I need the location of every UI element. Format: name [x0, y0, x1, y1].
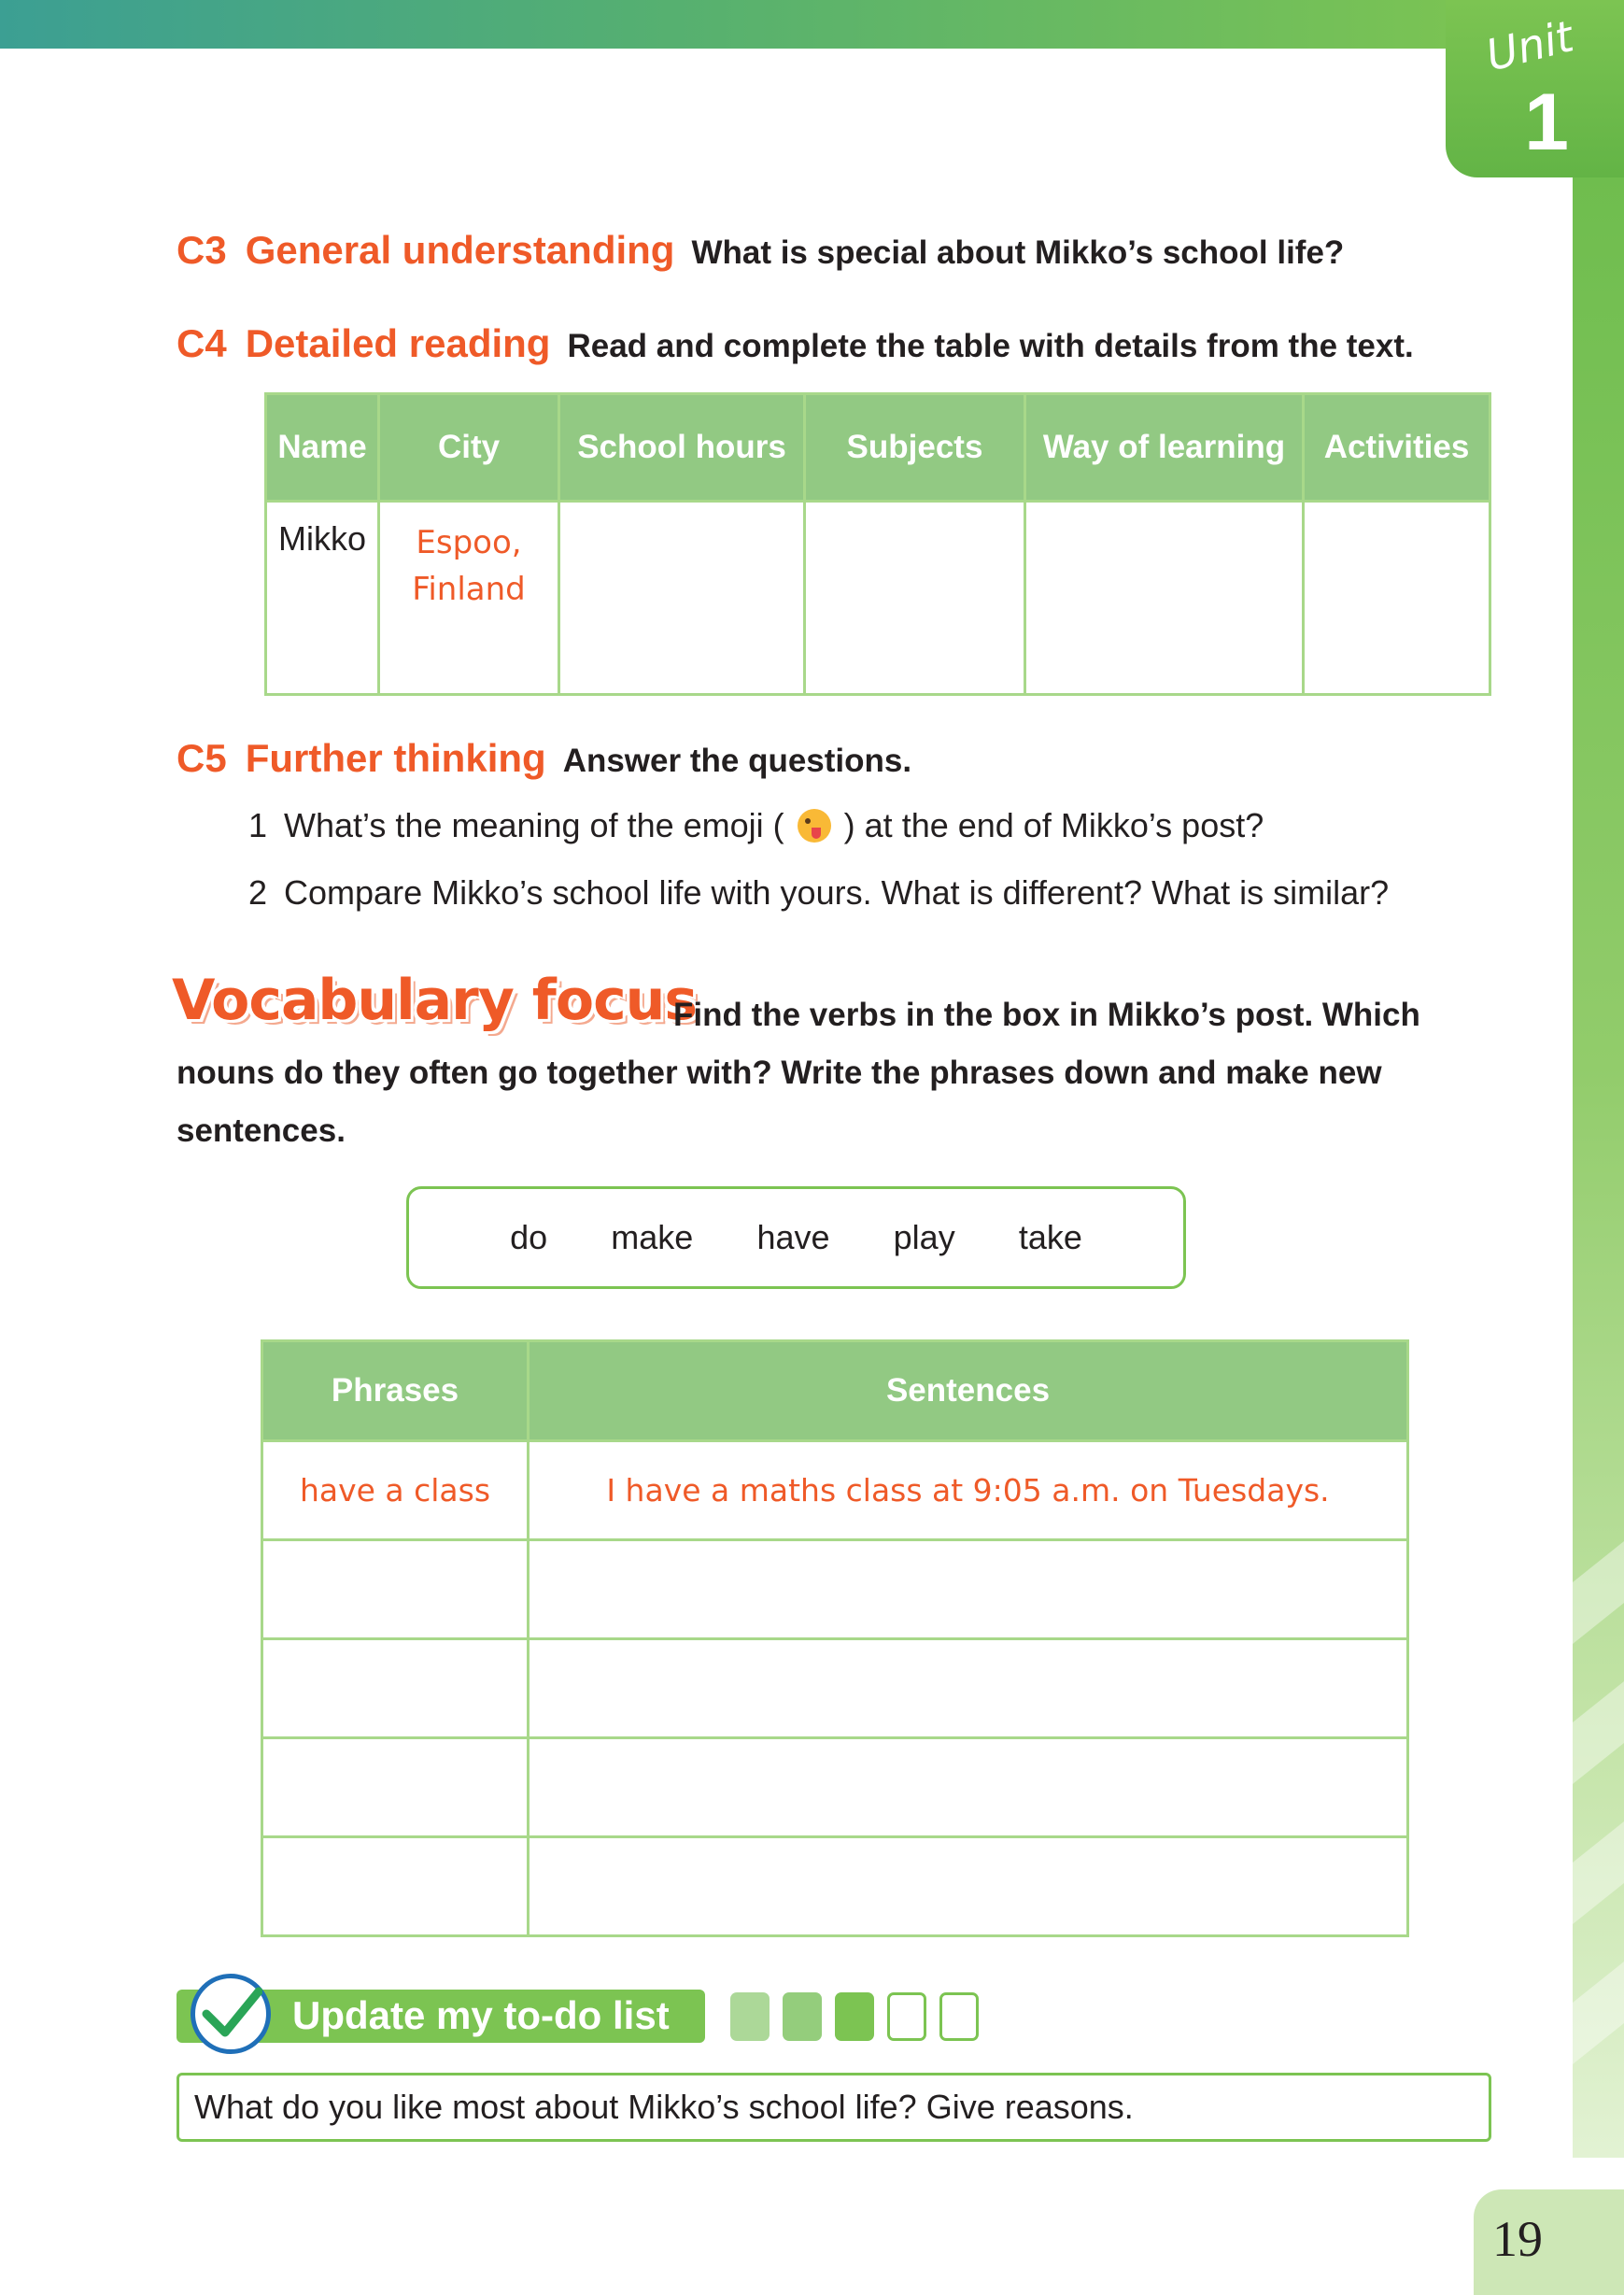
city-line1: Espoo,	[416, 524, 522, 561]
progress-square	[783, 1992, 822, 2041]
c5-instruction: Answer the questions.	[562, 743, 912, 779]
question-text: Compare Mikko’s school life with yours. What is different? What is similar?	[284, 873, 1390, 912]
c4-title: Detailed reading	[245, 321, 551, 365]
cell-way-of-learning[interactable]	[1025, 502, 1304, 695]
question-number: 1	[248, 806, 268, 844]
cell-name: Mikko	[266, 502, 379, 695]
cell-school-hours[interactable]	[559, 502, 805, 695]
todo-prompt: What do you like most about Mikko’s school life? Give reasons.	[177, 2073, 1491, 2142]
unit-tab	[1446, 0, 1624, 177]
progress-square	[887, 1992, 926, 2041]
c5-code: C5	[177, 736, 227, 780]
header-name: Name	[266, 394, 379, 502]
progress-square	[835, 1992, 874, 2041]
header-way-of-learning: Way of learning	[1025, 394, 1304, 502]
unit-number: 1	[1524, 78, 1569, 167]
word-make: make	[611, 1218, 694, 1256]
c3-title: General understanding	[245, 228, 675, 272]
table-row	[266, 502, 1490, 695]
details-table-header-row	[266, 394, 1490, 502]
sentence-cell[interactable]	[529, 1837, 1408, 1936]
header-phrases: Phrases	[262, 1341, 529, 1441]
table-row	[262, 1837, 1408, 1936]
progress-square	[730, 1992, 770, 2041]
header-school-hours: School hours	[559, 394, 805, 502]
checkmark-icon	[191, 1974, 271, 2054]
word-box	[406, 1186, 1186, 1289]
c3-instruction: What is special about Mikko’s school life?	[691, 234, 1345, 271]
details-table	[264, 392, 1491, 696]
header-sentences: Sentences	[529, 1341, 1408, 1441]
header-activities: Activities	[1304, 394, 1490, 502]
phrase-cell[interactable]	[262, 1540, 529, 1639]
progress-square	[939, 1992, 979, 2041]
todo-label: Update my to-do list	[292, 1993, 670, 2037]
c4-heading	[177, 321, 1414, 366]
page-number: 19	[1492, 2211, 1543, 2267]
c4-instruction: Read and complete the table with details from the text.	[567, 328, 1414, 364]
question-number: 2	[248, 873, 268, 912]
word-play: play	[893, 1218, 955, 1256]
tongue-wink-emoji-icon	[798, 809, 831, 843]
sentence-cell[interactable]	[529, 1540, 1408, 1639]
table-row	[262, 1441, 1408, 1540]
c5-title: Further thinking	[245, 736, 546, 780]
city-line2: Finland	[412, 571, 526, 608]
c3-heading	[177, 228, 1344, 273]
table-row	[262, 1639, 1408, 1738]
checkmark-svg	[201, 1986, 262, 2042]
word-have: have	[756, 1218, 830, 1256]
c3-code: C3	[177, 228, 227, 272]
phrase-cell[interactable]	[262, 1639, 529, 1738]
sentence-cell[interactable]	[529, 1639, 1408, 1738]
cell-city	[379, 502, 559, 695]
sentence-cell[interactable]	[529, 1738, 1408, 1837]
vocabulary-instruction: Find the verbs in the box in Mikko’s post. Which nouns do they often go together with? Write the phrases down and make new sentences.	[177, 997, 1420, 1149]
example-phrase: have a class	[262, 1441, 529, 1540]
example-sentence: I have a maths class at 9:05 a.m. on Tuesdays.	[529, 1441, 1408, 1540]
phrase-cell[interactable]	[262, 1738, 529, 1837]
cell-activities[interactable]	[1304, 502, 1490, 695]
phrases-table-header-row	[262, 1341, 1408, 1441]
question-1	[248, 806, 1264, 845]
cell-subjects[interactable]	[805, 502, 1025, 695]
c4-code: C4	[177, 321, 227, 365]
c5-heading	[177, 736, 911, 781]
header-city: City	[379, 394, 559, 502]
phrases-table	[261, 1339, 1409, 1937]
vocabulary-focus-title: Vocabulary focus	[172, 968, 698, 1033]
unit-word: Unit	[1481, 10, 1578, 81]
question-text-before: What’s the meaning of the emoji (	[284, 806, 784, 844]
word-take: take	[1018, 1218, 1082, 1256]
top-color-bar	[0, 0, 1494, 49]
table-row	[262, 1540, 1408, 1639]
word-do: do	[510, 1218, 548, 1256]
table-row	[262, 1738, 1408, 1837]
header-subjects: Subjects	[805, 394, 1025, 502]
question-2	[248, 873, 1389, 913]
page-number-tab	[1474, 2189, 1624, 2295]
phrase-cell[interactable]	[262, 1837, 529, 1936]
question-text-after: ) at the end of Mikko’s post?	[843, 806, 1264, 844]
